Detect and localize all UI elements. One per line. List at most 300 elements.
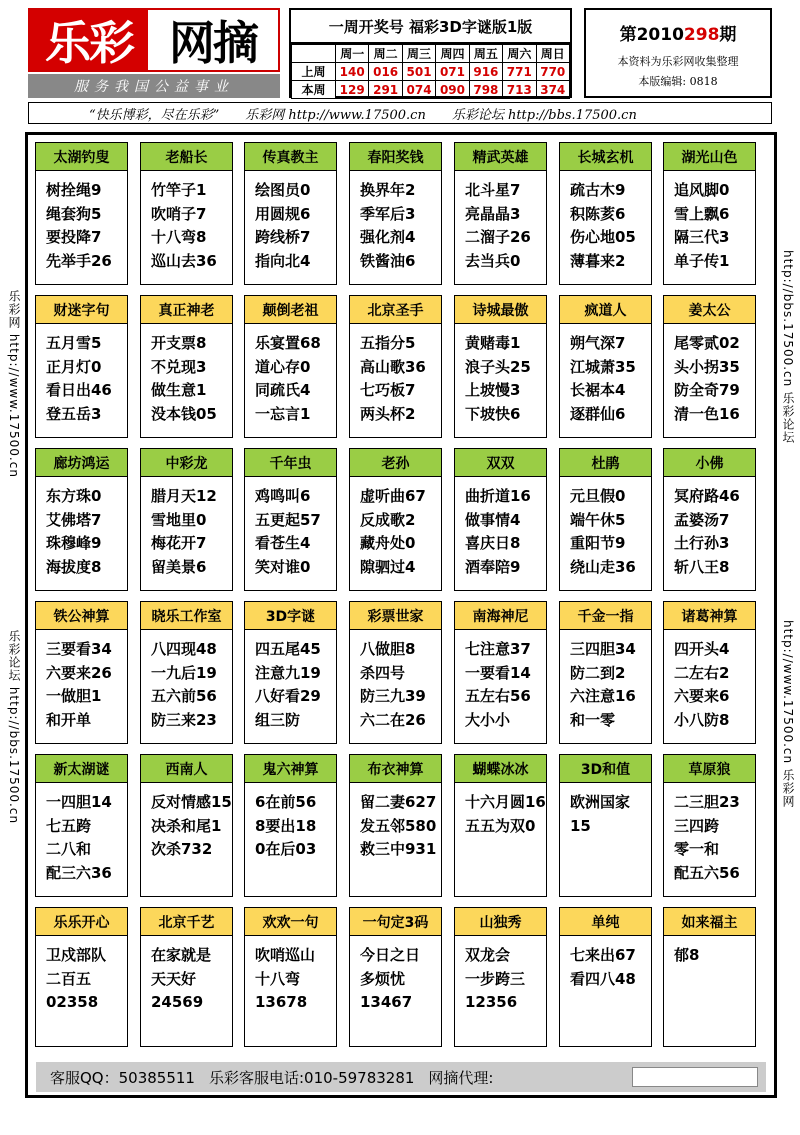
riddle-line: 曲折道16 (465, 487, 531, 505)
last-week-row (292, 63, 570, 81)
card-title: 传真教主 (245, 143, 336, 171)
card-body (455, 936, 546, 1015)
card-title: 鬼六神算 (245, 755, 336, 783)
riddle-line: 二百五 (46, 969, 92, 988)
riddle-line: 藏舟处0 (360, 534, 416, 552)
footer-phone: 乐彩客服电话:010-59783281 (208, 1068, 415, 1087)
card-title: 长城玄机 (560, 143, 651, 171)
riddle-line: 两头杯2 (360, 404, 416, 423)
riddle-line: 五左右56 (465, 687, 531, 705)
riddle-line: 防全奇79 (674, 381, 740, 399)
riddle-line: 二左右2 (674, 663, 730, 682)
card-title: 疯道人 (560, 296, 651, 324)
riddle-line: 欧洲国家 (570, 793, 631, 811)
riddle-line: 今日之日 (360, 946, 421, 964)
draw-table (291, 44, 570, 99)
riddle-line: 六要来6 (674, 687, 730, 705)
card-body (36, 630, 127, 732)
logo (28, 8, 280, 72)
card-title: 新太湖谜 (36, 755, 127, 783)
card-body (560, 630, 651, 732)
riddle-line: 零一和 (674, 840, 720, 858)
card-body (350, 630, 441, 732)
riddle-line: 笑对谁0 (255, 557, 311, 576)
riddle-line: 土行孙3 (674, 534, 730, 552)
riddle-card (663, 601, 756, 744)
draw-number: 771 (503, 63, 536, 81)
riddle-line: 斩八王8 (674, 557, 730, 576)
draw-number: 916 (469, 63, 502, 81)
side-text-right-top: http://bbs.17500.cn 乐彩论坛 (781, 250, 795, 445)
riddle-line: 树拴绳9 (46, 181, 102, 199)
riddle-card (663, 907, 756, 1047)
card-title: 小佛 (664, 449, 755, 477)
slogan: 服务我国公益事业 (28, 74, 280, 98)
riddle-line: 浪子头25 (465, 357, 531, 376)
riddle-card (663, 448, 756, 591)
riddle-line: 酒奉陪9 (465, 557, 521, 576)
riddle-line: 隔三代3 (674, 228, 730, 246)
riddle-line: 配三六36 (46, 863, 112, 882)
riddle-line: 五更起57 (255, 510, 321, 529)
riddle-line: 尾零贰02 (674, 334, 740, 352)
card-title: 一句定3码 (350, 908, 441, 936)
riddle-line: 四五尾45 (255, 640, 321, 658)
riddle-line: 先举手26 (46, 251, 112, 270)
card-body (350, 936, 441, 1015)
footer-bar (36, 1062, 766, 1092)
riddle-line: 跨线桥7 (255, 228, 311, 246)
riddle-line: 和一零 (570, 710, 616, 729)
riddle-line: 13467 (360, 993, 413, 1011)
card-title: 姜太公 (664, 296, 755, 324)
riddle-line: 做生意1 (151, 381, 207, 399)
riddle-line: 十八弯 (255, 969, 301, 988)
riddle-line: 强化剂4 (360, 228, 416, 246)
card-body (141, 171, 232, 273)
riddle-line: 七五跨 (46, 816, 92, 835)
card-body (36, 324, 127, 426)
card-title: 诸葛神算 (664, 602, 755, 630)
draw-number: 501 (402, 63, 435, 81)
riddle-line: 三要看34 (46, 640, 112, 658)
card-body (560, 783, 651, 838)
card-body (245, 936, 336, 1015)
riddle-line: 高山歌36 (360, 357, 426, 376)
riddle-line: 反成歌2 (360, 510, 416, 529)
riddle-line: 多烦忧 (360, 969, 406, 988)
riddle-line: 天天好 (151, 969, 197, 988)
card-body (664, 630, 755, 732)
riddle-card (454, 295, 547, 438)
riddle-line: 积陈荄6 (570, 204, 626, 223)
riddle-line: 八好看29 (255, 687, 321, 705)
card-body (245, 477, 336, 579)
riddle-line: 梅花开7 (151, 534, 207, 552)
riddle-line: 重阳节9 (570, 534, 626, 552)
riddle-line: 朔气深7 (570, 334, 626, 352)
card-title: 山独秀 (455, 908, 546, 936)
riddle-card (244, 601, 337, 744)
weekday-cell: 周五 (469, 45, 502, 63)
riddle-line: 七注意37 (465, 640, 531, 658)
riddle-line: 薄暮来2 (570, 251, 626, 270)
riddle-line: 绘图员0 (255, 181, 311, 199)
card-title: 北京圣手 (350, 296, 441, 324)
card-body (141, 630, 232, 732)
riddle-card (559, 907, 652, 1047)
card-title: 诗城最傲 (455, 296, 546, 324)
card-body (245, 324, 336, 426)
riddle-line: 道心存0 (255, 357, 311, 376)
footer-agent: 网摘代理: (428, 1068, 494, 1087)
riddle-card (35, 448, 128, 591)
card-title: 财迷字句 (36, 296, 127, 324)
card-title: 老船长 (141, 143, 232, 171)
card-body (350, 171, 441, 273)
riddle-line: 珠穆峰9 (46, 534, 102, 552)
riddle-line: 6在前56 (255, 793, 317, 811)
card-body (664, 324, 755, 426)
riddle-line: 腊月天12 (151, 487, 217, 505)
card-body (560, 477, 651, 579)
card-body (350, 477, 441, 579)
riddle-card (454, 142, 547, 285)
riddle-line: 注意九19 (255, 663, 321, 682)
riddle-line: 单子传1 (674, 251, 730, 270)
tagline-site-link[interactable]: 乐彩网 http://www.17500.cn (245, 107, 426, 123)
card-title: 中彩龙 (141, 449, 232, 477)
this-week-label: 本周 (292, 81, 336, 99)
draw-number: 374 (536, 81, 569, 99)
riddle-line: 用圆规6 (255, 204, 311, 223)
riddle-card (559, 142, 652, 285)
issue-note: 本资料为乐彩网收集整理 (617, 55, 739, 68)
card-body (36, 477, 127, 579)
riddle-line: 一九后19 (151, 663, 217, 682)
draw-number: 798 (469, 81, 502, 99)
draw-number: 770 (536, 63, 569, 81)
riddle-line: 小八防8 (674, 710, 730, 729)
card-body (141, 783, 232, 862)
riddle-line: 八做胆8 (360, 640, 416, 658)
riddle-line: 和开单 (46, 710, 92, 729)
riddle-line: 逐群仙6 (570, 404, 626, 423)
riddle-line: 七巧板7 (360, 381, 416, 399)
riddle-line: 去当兵0 (465, 251, 521, 270)
card-body (141, 936, 232, 1015)
riddle-line: 黄赌毒1 (465, 334, 521, 352)
card-body (36, 783, 127, 885)
card-title: 精武英雄 (455, 143, 546, 171)
weekday-cell: 周二 (369, 45, 402, 63)
card-title: 如来福主 (664, 908, 755, 936)
riddle-line: 二溜子26 (465, 228, 531, 246)
riddle-card (244, 142, 337, 285)
card-title: 草原狼 (664, 755, 755, 783)
riddle-card (663, 142, 756, 285)
riddle-card (559, 601, 652, 744)
riddle-card (35, 754, 128, 897)
draw-number: 291 (369, 81, 402, 99)
card-body (141, 477, 232, 579)
riddle-line: 02358 (46, 993, 99, 1011)
riddle-card (244, 448, 337, 591)
riddle-line: 次杀732 (151, 840, 213, 858)
issue-suffix: 期 (719, 25, 737, 45)
riddle-line: 十六月圆16 (465, 793, 546, 811)
riddle-line: 13678 (255, 993, 308, 1011)
weekly-draw-box (289, 8, 572, 98)
card-title: 铁公神算 (36, 602, 127, 630)
riddle-line: 十八弯8 (151, 228, 207, 246)
card-title: 北京千艺 (141, 908, 232, 936)
riddle-card (140, 448, 233, 591)
riddle-line: 上坡慢3 (465, 381, 521, 399)
card-title: 晓乐工作室 (141, 602, 232, 630)
riddle-line: 下坡快6 (465, 404, 521, 423)
issue-editor: 本版编辑: 0818 (638, 75, 718, 88)
riddle-line: 8要出18 (255, 816, 317, 835)
issue-prefix: 第2010 (619, 25, 684, 45)
riddle-card (349, 295, 442, 438)
card-title: 西南人 (141, 755, 232, 783)
card-body (664, 936, 755, 968)
riddle-line: 清一色16 (674, 404, 740, 423)
riddle-card (244, 754, 337, 897)
riddle-line: 三四胆34 (570, 640, 636, 658)
riddle-card (559, 754, 652, 897)
riddle-line: 二三胆23 (674, 793, 740, 811)
card-body (455, 477, 546, 579)
card-body (350, 783, 441, 862)
card-body (245, 783, 336, 862)
weekday-row (292, 45, 570, 63)
riddle-line: 七来出67 (570, 946, 636, 964)
riddle-card (663, 295, 756, 438)
tagline-forum-link[interactable]: 乐彩论坛 http://bbs.17500.cn (451, 107, 637, 123)
side-text-left-bottom: 乐彩论坛 http://bbs.17500.cn (7, 630, 21, 825)
riddle-line: 要投降7 (46, 228, 102, 246)
riddle-card (140, 907, 233, 1047)
riddle-line: 看苍生4 (255, 534, 311, 552)
riddle-line: 一要看14 (465, 663, 531, 682)
weekday-cell: 周六 (503, 45, 536, 63)
riddle-line: 东方珠0 (46, 487, 102, 505)
card-body (664, 783, 755, 885)
card-title: 老孙 (350, 449, 441, 477)
riddle-line: 一忘言1 (255, 404, 311, 423)
riddle-card (244, 907, 337, 1047)
riddle-line: 12356 (465, 993, 518, 1011)
riddle-line: 配五六56 (674, 863, 740, 882)
weekday-cell: 周日 (536, 45, 569, 63)
footer-qq: 客服QQ：50385511 (50, 1068, 195, 1087)
riddle-card (454, 907, 547, 1047)
weekday-cell: 周三 (402, 45, 435, 63)
riddle-line: 雪上飘6 (674, 204, 730, 223)
riddle-line: 四开头4 (674, 640, 730, 658)
riddle-line: 一步跨三 (465, 969, 526, 988)
riddle-card (35, 601, 128, 744)
riddle-line: 反对情感15 (151, 793, 232, 811)
card-title: 春阳奖钱 (350, 143, 441, 171)
tagline-quote: “快乐博彩，尽在乐彩” (89, 107, 220, 123)
agent-box (632, 1067, 758, 1087)
card-title: 蝴蝶冰冰 (455, 755, 546, 783)
riddle-line: 伤心地05 (570, 228, 636, 246)
riddle-line: 一四胆14 (46, 793, 112, 811)
riddle-line: 三四跨 (674, 816, 720, 835)
this-week-row (292, 81, 570, 99)
riddle-line: 亮晶晶3 (465, 204, 521, 223)
card-title: 真正神老 (141, 296, 232, 324)
riddle-line: 疏古木9 (570, 181, 626, 199)
card-title: 单纯 (560, 908, 651, 936)
riddle-line: 六注意16 (570, 687, 636, 705)
riddle-line: 正月灯0 (46, 357, 102, 376)
riddle-line: 虚听曲67 (360, 487, 426, 505)
riddle-line: 五指分5 (360, 334, 416, 352)
riddle-line: 八四现48 (151, 640, 217, 658)
riddle-card (349, 754, 442, 897)
card-body (36, 171, 127, 273)
riddle-line: 发五邻580 (360, 816, 437, 835)
riddle-line: 冥府路46 (674, 487, 740, 505)
card-body (455, 324, 546, 426)
riddle-card (140, 754, 233, 897)
riddle-line: 六要来26 (46, 663, 112, 682)
riddle-line: 大小小 (465, 710, 511, 729)
riddle-card (349, 142, 442, 285)
riddle-card (454, 601, 547, 744)
riddle-line: 24569 (151, 993, 204, 1011)
draw-number: 140 (336, 63, 369, 81)
riddle-card (140, 601, 233, 744)
card-body (350, 324, 441, 426)
riddle-line: 看四八48 (570, 969, 636, 988)
riddle-line: 端午休5 (570, 510, 626, 529)
riddle-line: 五六前56 (151, 687, 217, 705)
riddle-line: 决杀和尾1 (151, 816, 222, 835)
draw-number: 713 (503, 81, 536, 99)
card-title: 乐乐开心 (36, 908, 127, 936)
card-title: 湖光山色 (664, 143, 755, 171)
card-body (455, 171, 546, 273)
riddle-line: 雪地里0 (151, 510, 207, 529)
draw-number: 071 (436, 63, 469, 81)
riddle-line: 孟婆汤7 (674, 510, 730, 529)
draw-number: 129 (336, 81, 369, 99)
card-title: 彩票世家 (350, 602, 441, 630)
card-body (560, 324, 651, 426)
riddle-line: 在家就是 (151, 946, 212, 964)
logo-part2: 网摘 (148, 10, 278, 70)
riddle-line: 留二妻627 (360, 793, 437, 811)
draw-number: 090 (436, 81, 469, 99)
riddle-card (140, 295, 233, 438)
draw-title: 一周开奖号 福彩3D字谜版1版 (291, 10, 570, 44)
riddle-line: 同疏氏4 (255, 381, 311, 399)
riddle-line: 乐宴置68 (255, 334, 321, 352)
side-text-left-top: 乐彩网 http://www.17500.cn (7, 290, 21, 478)
card-title: 3D字谜 (245, 602, 336, 630)
riddle-line: 组三防 (255, 710, 301, 729)
riddle-line: 吹哨巡山 (255, 946, 316, 964)
riddle-line: 郁8 (674, 946, 700, 964)
card-title: 颠倒老祖 (245, 296, 336, 324)
card-body (560, 936, 651, 991)
riddle-card (454, 754, 547, 897)
riddle-line: 江城萧35 (570, 357, 636, 376)
card-body (141, 324, 232, 426)
card-body (455, 630, 546, 732)
card-title: 欢欢一句 (245, 908, 336, 936)
riddle-card (140, 142, 233, 285)
card-title: 布衣神算 (350, 755, 441, 783)
card-title: 廊坊鸿运 (36, 449, 127, 477)
side-text-right-bottom: http://www.17500.cn 乐彩网 (781, 620, 795, 808)
last-week-label: 上周 (292, 63, 336, 81)
weekday-cell: 周一 (336, 45, 369, 63)
riddle-line: 六二在26 (360, 710, 426, 729)
card-title: 3D和值 (560, 755, 651, 783)
draw-number: 016 (369, 63, 402, 81)
riddle-line: 看日出46 (46, 381, 112, 399)
riddle-line: 登五岳3 (46, 404, 102, 423)
issue-line (586, 20, 770, 45)
riddle-line: 做事情4 (465, 510, 521, 529)
riddle-card (454, 448, 547, 591)
riddle-line: 季军后3 (360, 204, 416, 223)
issue-number: 298 (683, 25, 720, 45)
issue-box (584, 8, 772, 98)
riddle-line: 开支票8 (151, 334, 207, 352)
riddle-line: 二八和 (46, 840, 92, 858)
riddle-line: 救三中931 (360, 840, 437, 858)
card-title: 杜鹃 (560, 449, 651, 477)
card-body (36, 936, 127, 1015)
riddle-line: 绳套狗5 (46, 204, 102, 223)
riddle-line: 长裾本4 (570, 381, 626, 399)
riddle-card (349, 448, 442, 591)
riddle-card (35, 907, 128, 1047)
card-body (245, 630, 336, 732)
riddle-line: 竹竿子1 (151, 181, 207, 199)
riddle-line: 喜庆日8 (465, 534, 521, 552)
riddle-card (663, 754, 756, 897)
riddle-line: 15 (570, 816, 591, 835)
riddle-line: 换界年2 (360, 181, 416, 199)
riddle-line: 没本钱05 (151, 404, 217, 423)
riddle-line: 指向北4 (255, 251, 311, 270)
riddle-line: 铁酱油6 (360, 251, 416, 270)
riddle-line: 头小拐35 (674, 357, 740, 376)
riddle-line: 防三来23 (151, 710, 217, 729)
riddle-card (35, 142, 128, 285)
riddle-line: 追风脚0 (674, 181, 730, 199)
riddle-line: 五月雪5 (46, 334, 102, 352)
riddle-line: 0在后03 (255, 840, 317, 858)
card-body (245, 171, 336, 273)
riddle-line: 吹哨子7 (151, 204, 207, 223)
riddle-line: 北斗星7 (465, 181, 521, 199)
riddle-line: 卫戍部队 (46, 946, 107, 964)
riddle-line: 绕山走36 (570, 557, 636, 576)
card-body (664, 477, 755, 579)
riddle-line: 双龙会 (465, 946, 511, 964)
card-title: 千金一指 (560, 602, 651, 630)
